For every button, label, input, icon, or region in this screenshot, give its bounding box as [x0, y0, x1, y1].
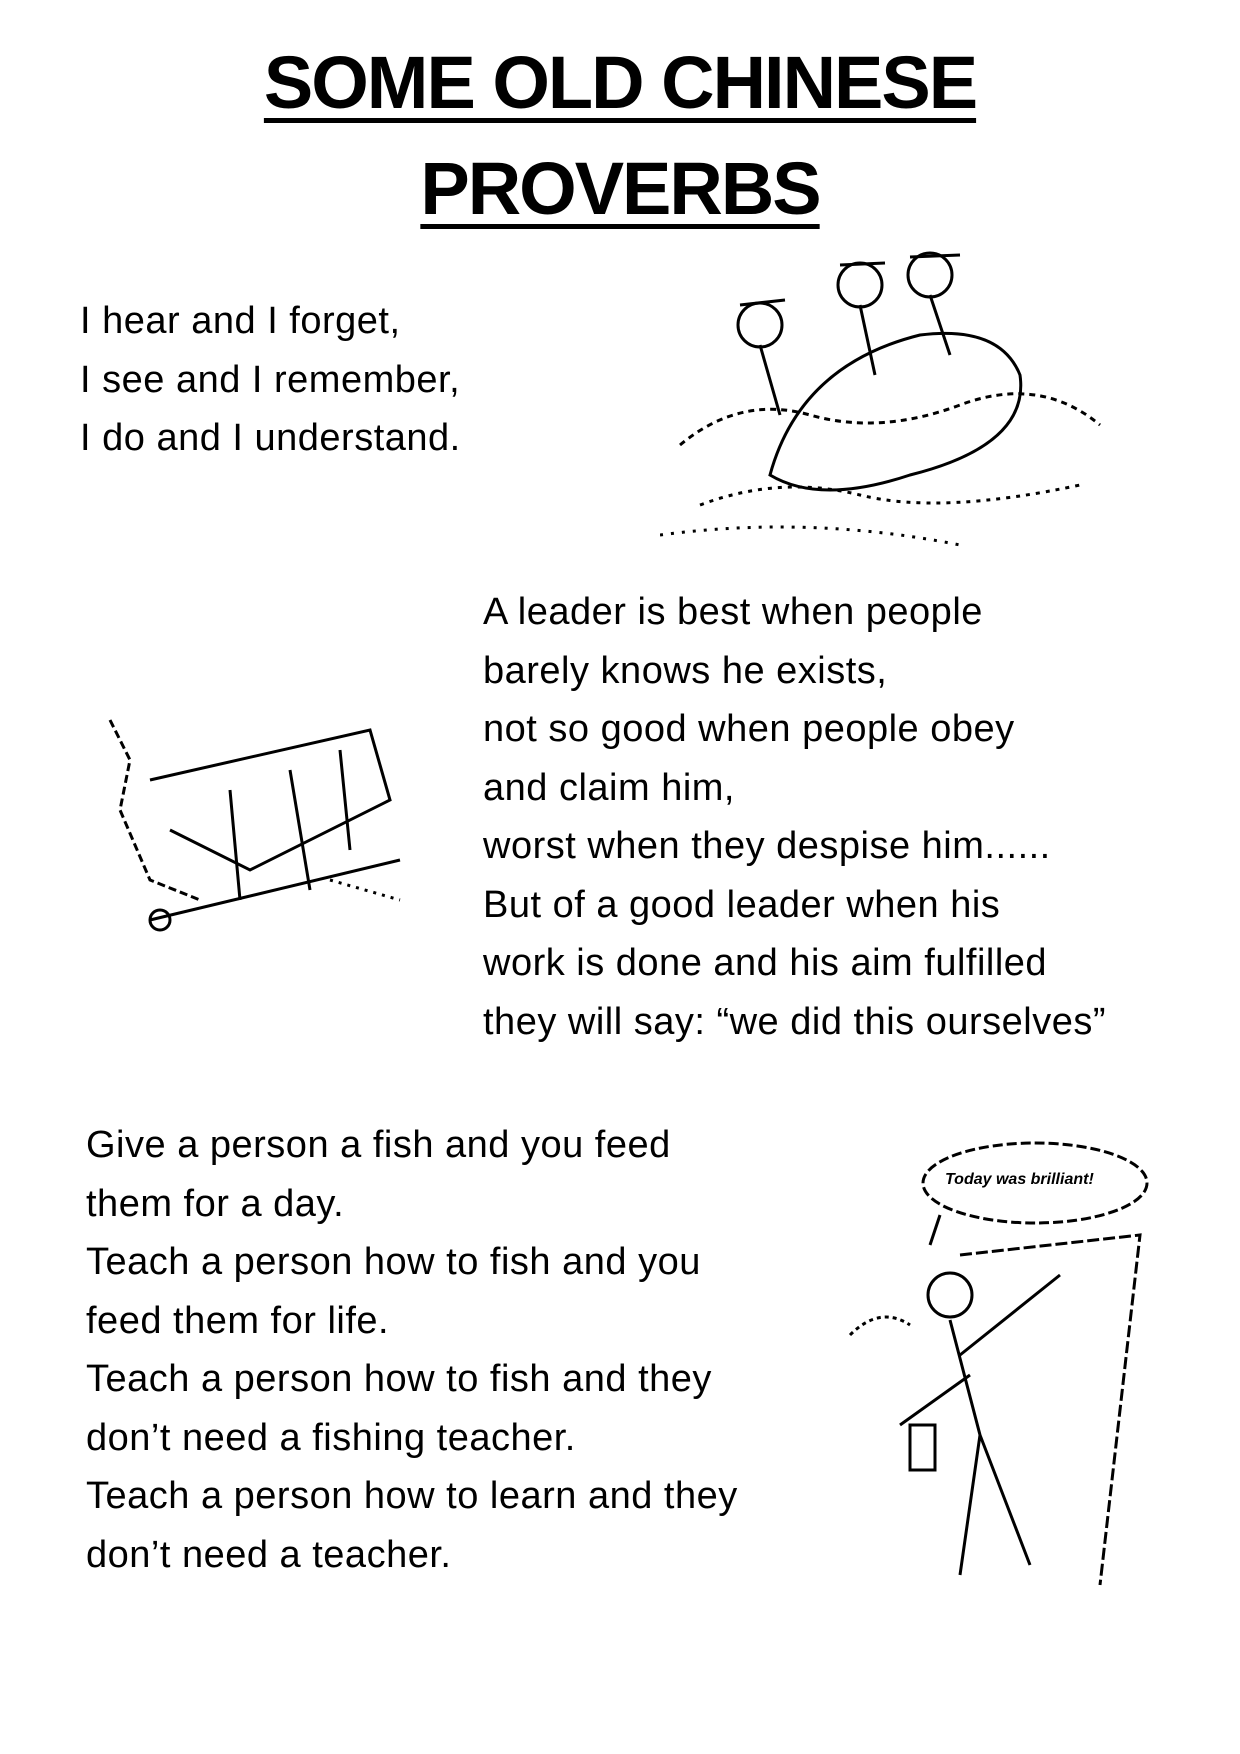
proverb-fish — [86, 1116, 738, 1584]
text-line: I hear and I forget, — [80, 300, 401, 342]
text-line: Teach a person how to fish and you — [86, 1241, 701, 1283]
text-line: and claim him, — [483, 766, 735, 809]
text-line: Teach a person how to learn and they — [86, 1475, 738, 1517]
text-line: worst when they despise him...... — [483, 825, 1051, 867]
climber-illustration — [840, 1135, 1160, 1595]
text-line: I do and I understand. — [80, 417, 461, 459]
rafting-illustration — [660, 245, 1110, 555]
text-line: they will say: “we did this ourselves” — [483, 1000, 1106, 1043]
text-line: don’t need a fishing teacher. — [86, 1416, 576, 1459]
proverb-leader — [483, 583, 1106, 1051]
text-line: barely knows he exists, — [483, 649, 888, 692]
text-line: Teach a person how to fish and they — [86, 1358, 712, 1400]
title-line-2: PROVERBS — [420, 147, 820, 230]
speech-bubble-text: Today was brilliant! — [945, 1171, 1094, 1188]
text-line: not so good when people obey — [483, 708, 1015, 750]
title-line-1: SOME OLD CHINESE — [263, 41, 977, 124]
text-line: Give a person a fish and you feed — [86, 1124, 671, 1166]
proverb-learning — [80, 292, 461, 468]
text-line: work is done and his aim fulfilled — [483, 942, 1048, 984]
leader-illustration — [90, 700, 410, 940]
text-line: don’t need a teacher. — [86, 1533, 452, 1576]
text-line: I see and I remember, — [80, 358, 461, 401]
text-line: But of a good leader when his — [483, 883, 1001, 926]
text-line: feed them for life. — [86, 1299, 390, 1342]
text-line: them for a day. — [86, 1182, 345, 1225]
text-line: A leader is best when people — [483, 591, 983, 633]
